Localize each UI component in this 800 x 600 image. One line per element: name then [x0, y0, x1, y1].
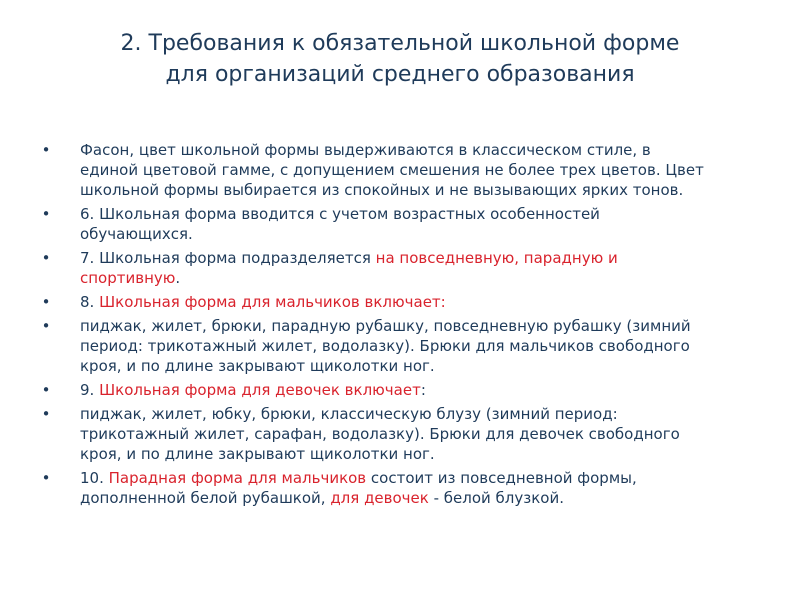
item-text: - белой блузкой. [428, 489, 564, 507]
item-text: 9. [80, 381, 100, 399]
bullet-icon: • [41, 249, 51, 267]
item-text: кроя, и по длине закрывают щиколотки ног. [80, 357, 435, 375]
item-text: единой цветовой гамме, с допущением смешения не более трех цветов. Цвет [80, 161, 704, 179]
bullet-icon: • [41, 205, 51, 223]
bullet-icon: • [41, 293, 51, 311]
bullet-icon: • [41, 141, 51, 159]
list-item [40, 380, 740, 400]
highlight-text: для девочек [330, 489, 429, 507]
list-item [40, 140, 740, 200]
list-item [40, 316, 740, 376]
title-line-2: для организаций среднего образования [165, 62, 635, 87]
item-text: 10. [80, 469, 109, 487]
item-text: пиджак, жилет, брюки, парадную рубашку, повседневную рубашку (зимний [80, 317, 691, 335]
highlight-text: спортивную [80, 269, 176, 287]
item-text: 6. Школьная форма вводится с учетом возрастных особенностей [80, 205, 600, 223]
bullet-icon: • [41, 317, 51, 335]
highlight-text: Школьная форма для мальчиков включает: [99, 293, 446, 311]
item-text: состоит из повседневной формы, [366, 469, 637, 487]
list-item [40, 404, 740, 464]
title-line-1: 2. Требования к обязательной школьной форме [120, 31, 680, 56]
item-text: 7. Школьная форма подразделяется [80, 249, 376, 267]
highlight-text: Школьная форма для девочек включает [99, 381, 421, 399]
item-text: пиджак, жилет, юбку, брюки, классическую блузу (зимний период: [80, 405, 618, 423]
bullet-icon: • [41, 405, 51, 423]
item-text: трикотажный жилет, сарафан, водолазку). Брюки для девочек свободного [80, 425, 680, 443]
highlight-text: Парадная форма для мальчиков [108, 469, 367, 487]
bullet-icon: • [41, 381, 51, 399]
bullet-icon: • [41, 469, 51, 487]
highlight-text: на повседневную, парадную и [375, 249, 618, 267]
item-text: : [420, 381, 426, 399]
list-item [40, 468, 740, 508]
item-text: обучающихся. [80, 225, 193, 243]
item-text: . [175, 269, 181, 287]
bullet-list [40, 140, 740, 512]
item-text: период: трикотажный жилет, водолазку). Брюки для мальчиков свободного [80, 337, 690, 355]
list-item [40, 204, 740, 244]
item-text: кроя, и по длине закрывают щиколотки ног. [80, 445, 435, 463]
list-item [40, 292, 740, 312]
item-text: Фасон, цвет школьной формы выдерживаются в классическом стиле, в [80, 141, 651, 159]
item-text: школьной формы выбирается из спокойных и не вызывающих ярких тонов. [80, 181, 684, 199]
item-text: дополненной белой рубашкой, [80, 489, 331, 507]
page-title [0, 28, 800, 90]
list-item [40, 248, 740, 288]
item-text: 8. [80, 293, 100, 311]
